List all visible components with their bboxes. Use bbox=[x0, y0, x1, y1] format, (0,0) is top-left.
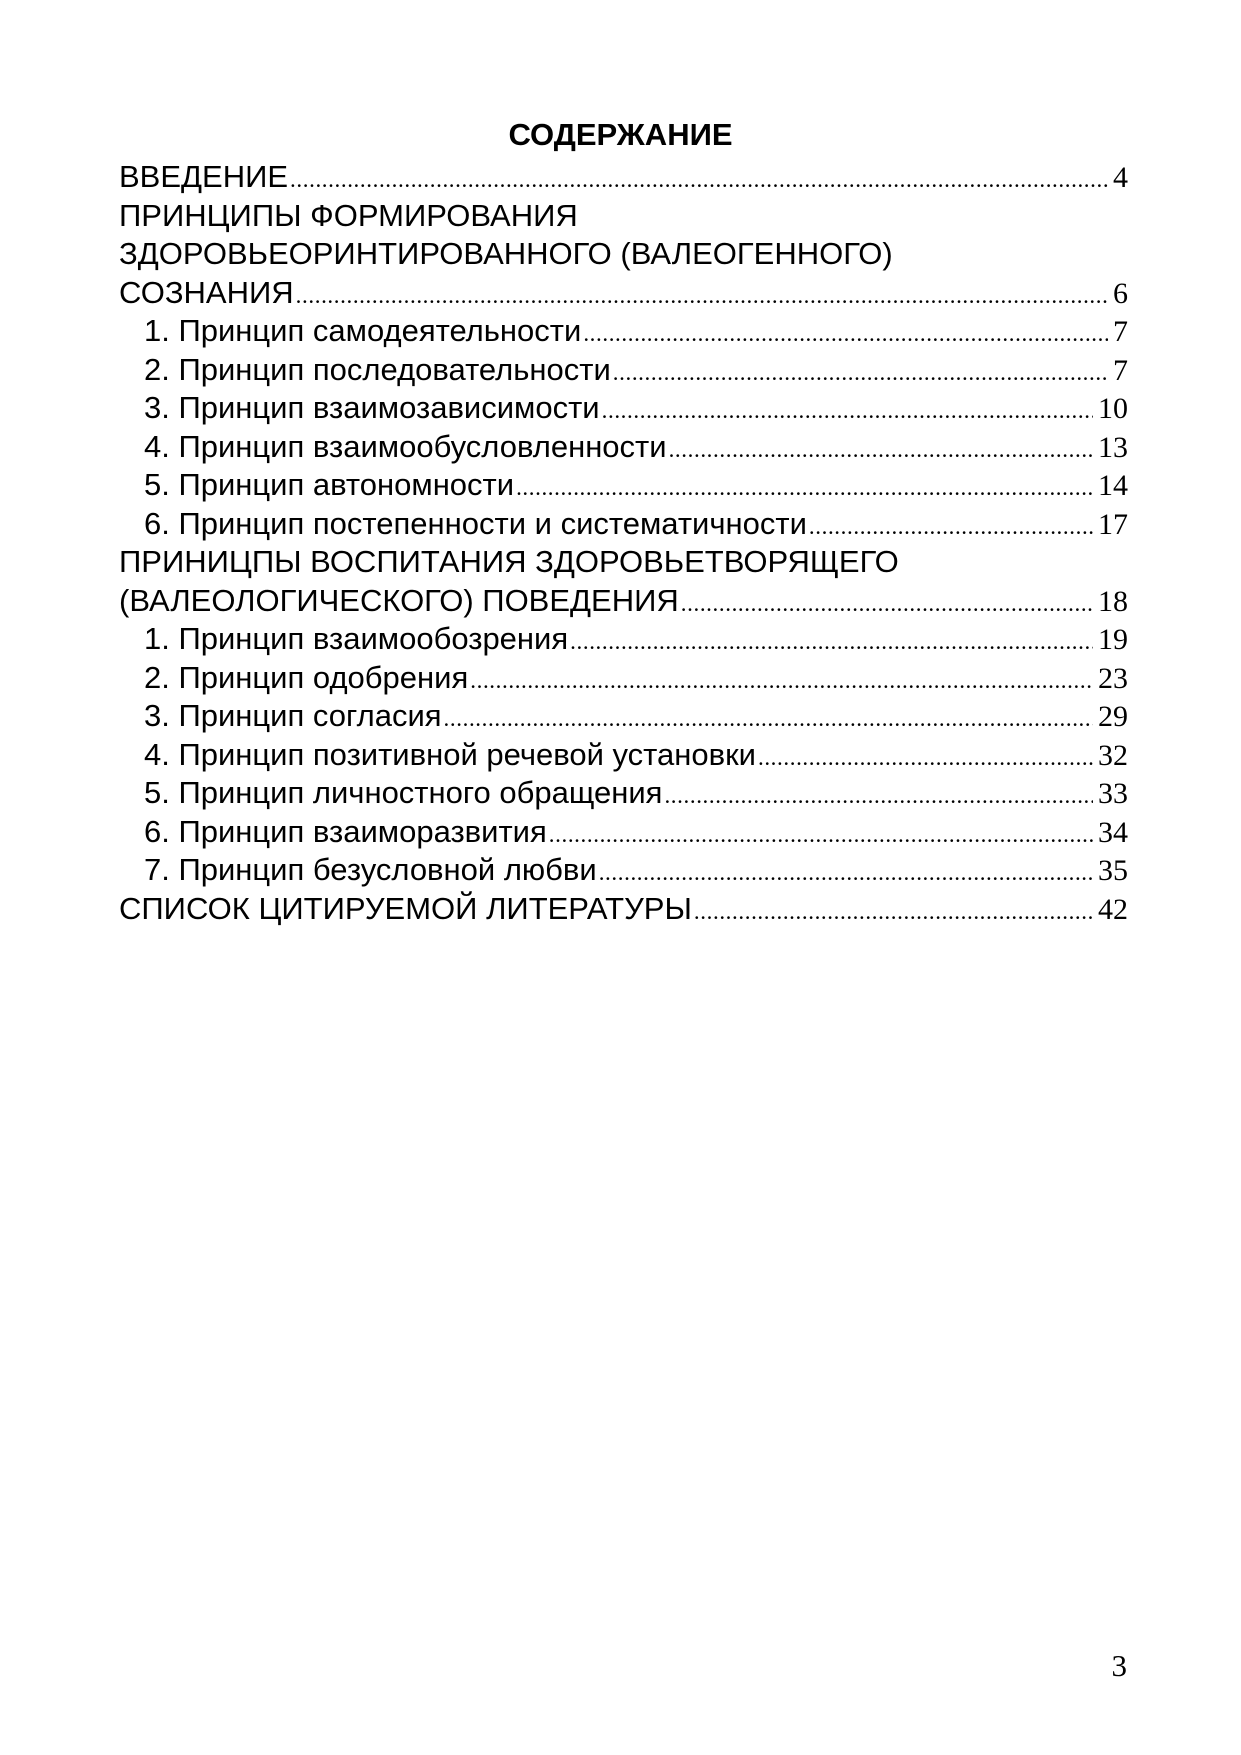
toc-heading: СОДЕРЖАНИЕ bbox=[508, 117, 733, 152]
toc-entry-row bbox=[119, 312, 1128, 351]
toc-subsection-entry[interactable] bbox=[119, 736, 1128, 775]
toc-subsection-entry[interactable] bbox=[119, 428, 1128, 467]
dot-leader bbox=[669, 431, 1093, 470]
toc-entry-title: 1. Принцип самодеятельности bbox=[144, 313, 582, 348]
toc-entry-page-number: 7 bbox=[1113, 353, 1128, 387]
toc-entry-row bbox=[119, 736, 1128, 775]
toc-entry-page-number: 18 bbox=[1098, 584, 1128, 618]
dot-leader bbox=[599, 854, 1093, 893]
dot-leader bbox=[549, 816, 1093, 855]
toc-entry-page-number: 42 bbox=[1098, 892, 1128, 926]
dot-leader bbox=[694, 893, 1093, 932]
toc-subsection-entry[interactable] bbox=[119, 312, 1128, 351]
toc-entry-title: 4. Принцип позитивной речевой установки bbox=[144, 736, 756, 772]
toc-section-entry[interactable] bbox=[119, 890, 1128, 929]
toc-entry-title: 6. Принцип постепенности и систематичности bbox=[144, 505, 807, 541]
toc-entry-row bbox=[119, 890, 1128, 929]
toc-entry-row bbox=[119, 813, 1128, 852]
toc-entry-page-number: 33 bbox=[1098, 777, 1128, 810]
toc-entry-title: СПИСОК ЦИТИРУЕМОЙ ЛИТЕРАТУРЫ bbox=[119, 890, 692, 926]
toc-entry-page-number: 14 bbox=[1098, 469, 1128, 502]
toc-entry-row bbox=[119, 351, 1128, 390]
dot-leader bbox=[809, 508, 1093, 547]
toc-subsection-entry[interactable] bbox=[119, 505, 1128, 544]
dot-leader bbox=[570, 623, 1093, 662]
toc-entry-title-line: ПРИНЦИПЫ ФОРМИРОВАНИЯ bbox=[119, 197, 578, 233]
dot-leader bbox=[444, 700, 1093, 739]
toc-entry-title: 5. Принцип автономности bbox=[144, 467, 515, 502]
dot-leader bbox=[290, 161, 1108, 200]
toc-subsection-entry[interactable] bbox=[119, 620, 1128, 659]
table-of-contents bbox=[119, 158, 1128, 928]
toc-entry-page-number: 4 bbox=[1113, 161, 1128, 194]
toc-entry-row bbox=[119, 466, 1128, 505]
toc-entry-row bbox=[119, 659, 1128, 698]
dot-leader bbox=[758, 739, 1093, 778]
toc-subsection-entry[interactable] bbox=[119, 813, 1128, 852]
toc-entry-page-number: 10 bbox=[1098, 392, 1128, 425]
toc-entry-page-number: 17 bbox=[1098, 507, 1128, 541]
toc-section-entry[interactable] bbox=[119, 158, 1128, 197]
toc-entry-page-number: 13 bbox=[1098, 430, 1128, 464]
toc-entry-row bbox=[119, 620, 1128, 659]
toc-subsection-entry[interactable] bbox=[119, 466, 1128, 505]
dot-leader bbox=[296, 277, 1108, 316]
toc-entry-title: 4. Принцип взаимообусловленности bbox=[144, 428, 667, 464]
toc-entry-row bbox=[119, 851, 1128, 890]
dot-leader bbox=[602, 392, 1093, 431]
page-number: 3 bbox=[1111, 1648, 1127, 1683]
dot-leader bbox=[516, 469, 1093, 508]
toc-entry-page-number: 34 bbox=[1098, 815, 1128, 849]
toc-entry-title: 2. Принцип последовательности bbox=[144, 351, 611, 387]
toc-entry-row bbox=[119, 389, 1128, 428]
dot-leader bbox=[681, 585, 1093, 624]
toc-subsection-entry[interactable] bbox=[119, 659, 1128, 698]
toc-entry-page-number: 35 bbox=[1098, 854, 1128, 887]
toc-entry-row bbox=[119, 428, 1128, 467]
toc-entry-row bbox=[119, 158, 1128, 197]
toc-entry-title-line: ПРИНИЦПЫ ВОСПИТАНИЯ ЗДОРОВЬЕТВОРЯЩЕГО bbox=[119, 544, 899, 579]
toc-section-entry[interactable] bbox=[119, 197, 1128, 313]
toc-entry-page-number: 32 bbox=[1098, 738, 1128, 772]
toc-entry-row bbox=[119, 774, 1128, 813]
toc-entry-title-line: ЗДОРОВЬЕОРИНТИРОВАННОГО (ВАЛЕОГЕННОГО) bbox=[119, 236, 893, 271]
toc-entry-row bbox=[119, 274, 1128, 313]
toc-entry-row bbox=[119, 582, 1128, 621]
toc-entry-row bbox=[119, 505, 1128, 544]
toc-entry-title: 3. Принцип взаимозависимости bbox=[144, 390, 600, 425]
toc-entry-page-number: 29 bbox=[1098, 700, 1128, 733]
toc-entry-title: 1. Принцип взаимообозрения bbox=[144, 621, 569, 656]
toc-entry-title: 7. Принцип безусловной любви bbox=[144, 852, 597, 887]
dot-leader bbox=[470, 662, 1093, 701]
toc-entry-page-number: 19 bbox=[1098, 623, 1128, 656]
toc-entry-title: СОЗНАНИЯ bbox=[119, 274, 294, 310]
dot-leader bbox=[613, 354, 1108, 393]
toc-entry-title: 6. Принцип взаиморазвития bbox=[144, 813, 547, 849]
toc-subsection-entry[interactable] bbox=[119, 851, 1128, 890]
toc-subsection-entry[interactable] bbox=[119, 774, 1128, 813]
toc-entry-row bbox=[119, 697, 1128, 736]
dot-leader bbox=[664, 777, 1093, 816]
toc-subsection-entry[interactable] bbox=[119, 697, 1128, 736]
toc-subsection-entry[interactable] bbox=[119, 351, 1128, 390]
toc-section-entry[interactable] bbox=[119, 543, 1128, 620]
toc-entry-title: 3. Принцип согласия bbox=[144, 698, 442, 733]
toc-entry-title: 5. Принцип личностного обращения bbox=[144, 775, 663, 810]
toc-entry-page-number: 7 bbox=[1113, 315, 1128, 348]
toc-entry-page-number: 23 bbox=[1098, 661, 1128, 695]
toc-entry-title: 2. Принцип одобрения bbox=[144, 659, 469, 695]
dot-leader bbox=[583, 315, 1108, 354]
toc-entry-title: ВВЕДЕНИЕ bbox=[119, 159, 289, 194]
toc-entry-page-number: 6 bbox=[1113, 276, 1128, 310]
toc-subsection-entry[interactable] bbox=[119, 389, 1128, 428]
toc-entry-title: (ВАЛЕОЛОГИЧЕСКОГО) ПОВЕДЕНИЯ bbox=[119, 582, 679, 618]
